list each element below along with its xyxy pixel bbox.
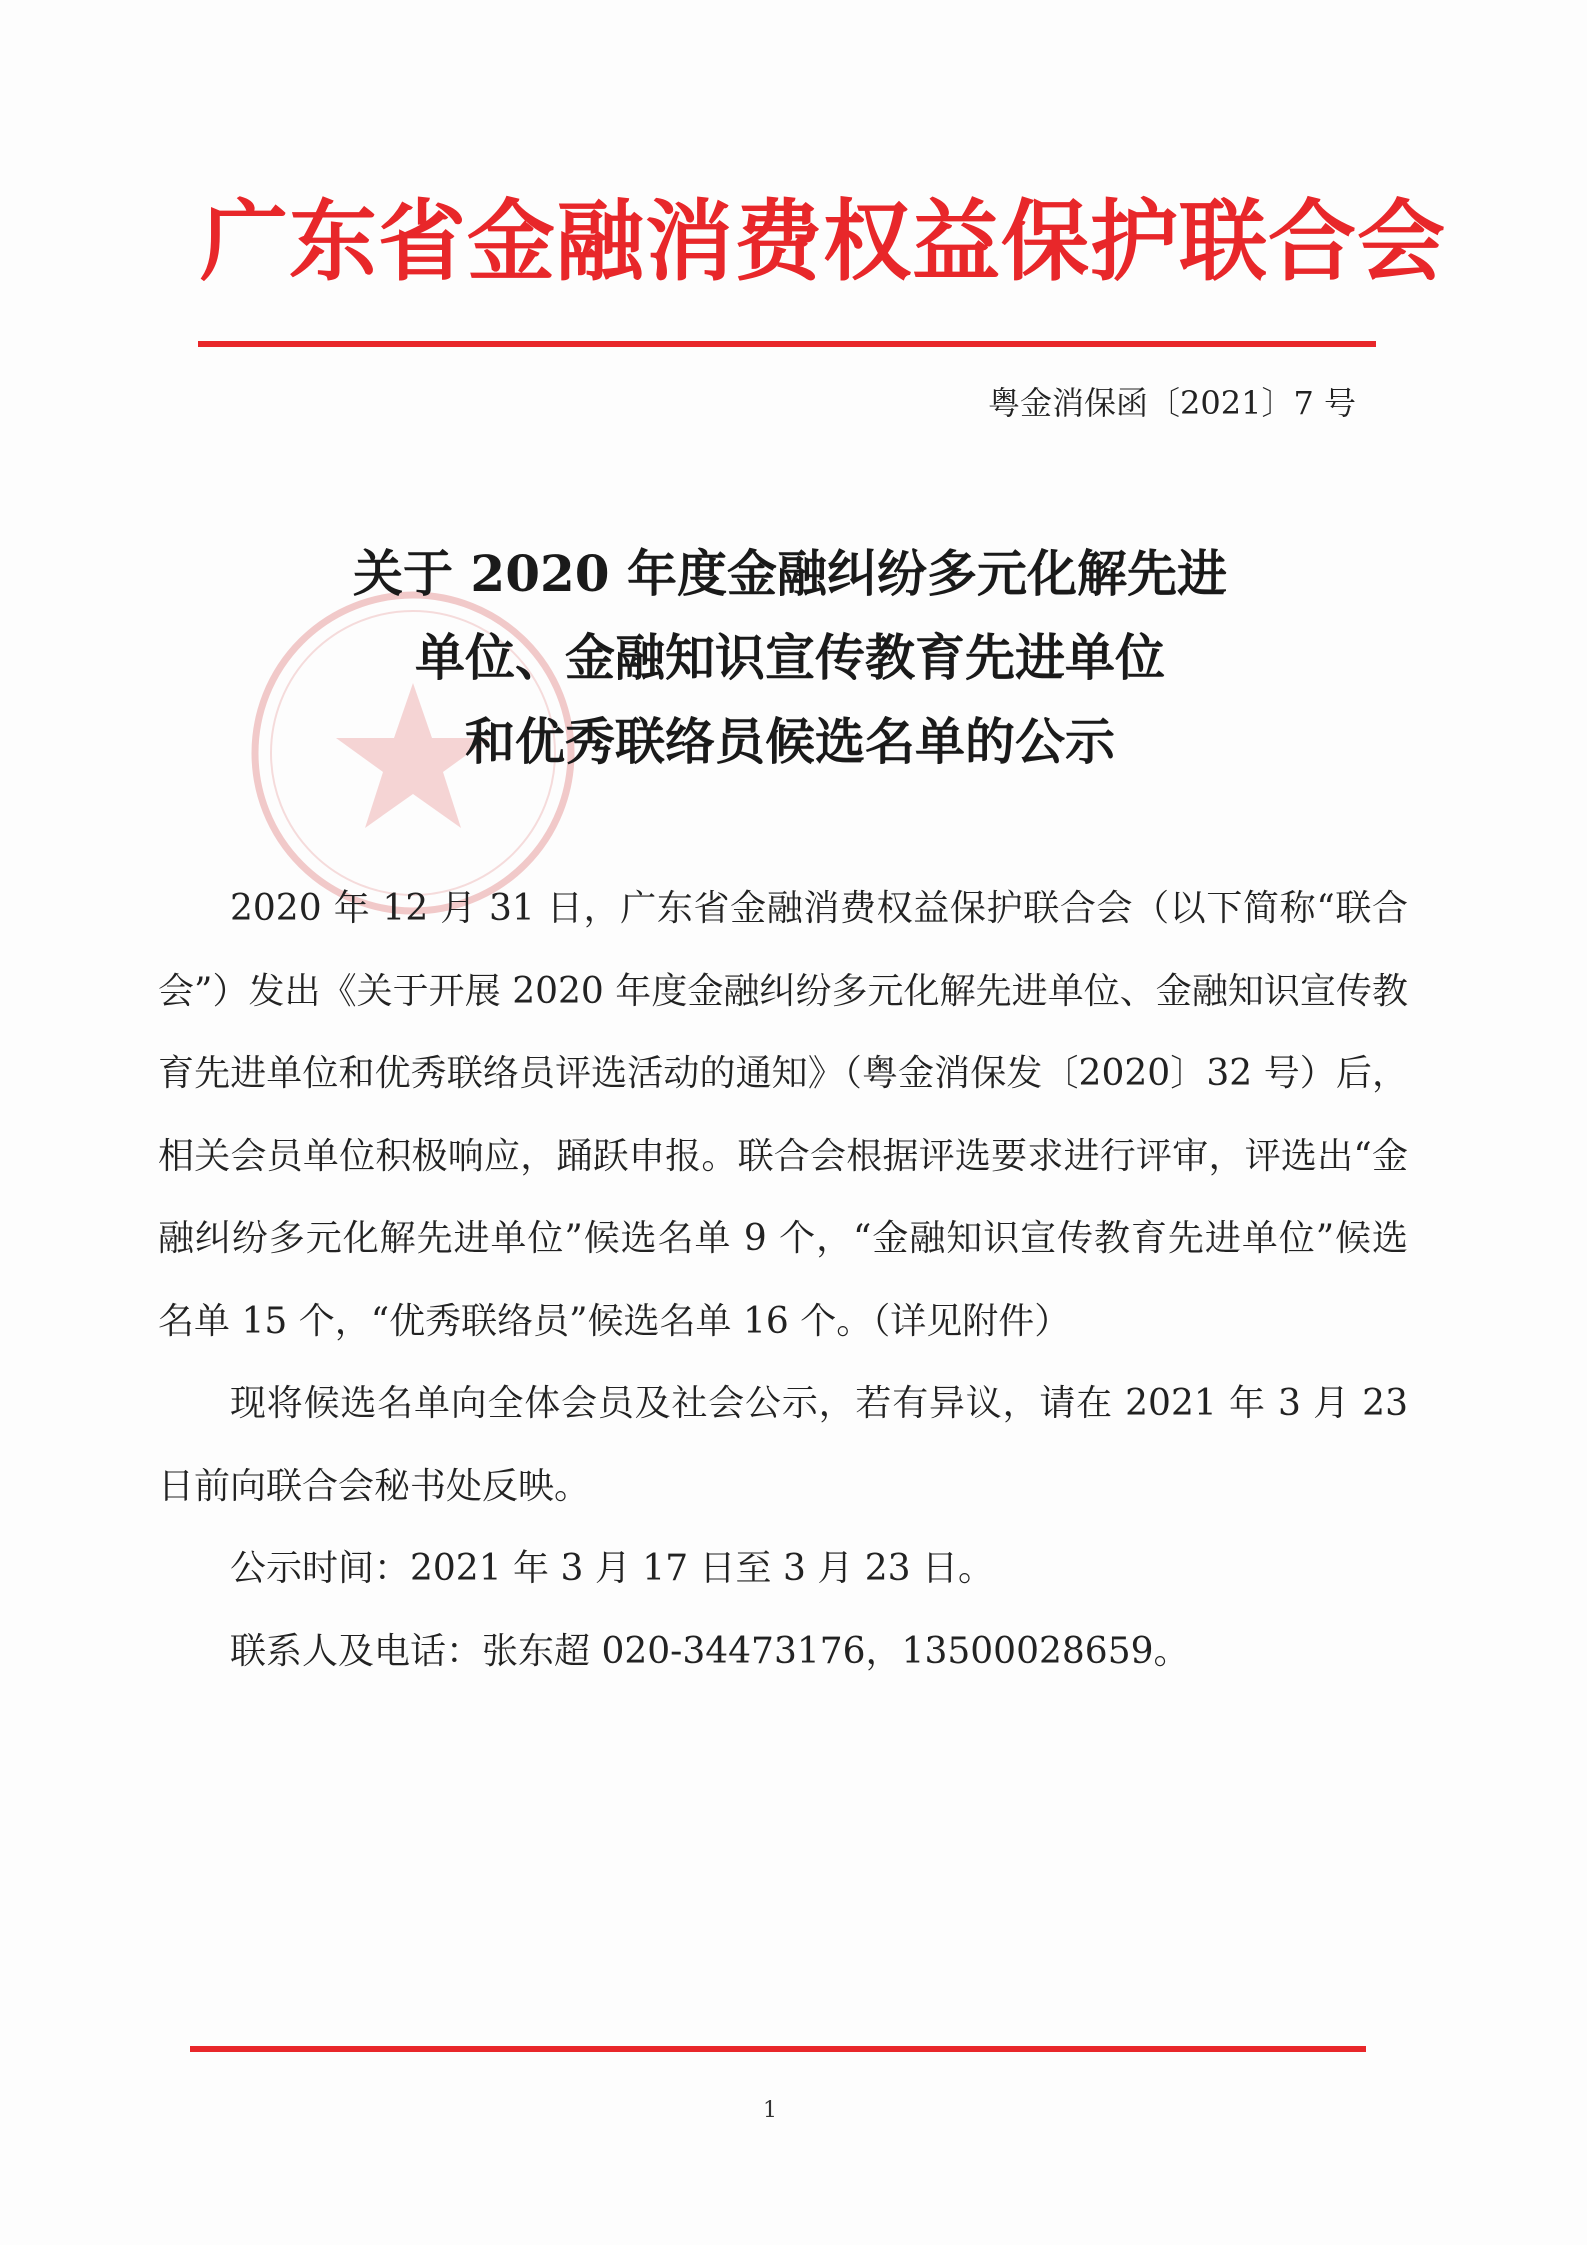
body-paragraph-objection: 现将候选名单向全体会员及社会公示，若有异议，请在 2021 年 3 月 23 日前向联合会秘书处反映。: [158, 1383, 1408, 1507]
title-line: 和优秀联络员候选名单的公示: [465, 712, 1115, 771]
title-line: 关于 2020 年度金融纠纷多元化解先进: [353, 544, 1227, 603]
document-number: 粤金消保函〔2021〕7 号: [988, 384, 1356, 422]
title-line: 单位、金融知识宣传教育先进单位: [415, 628, 1165, 687]
body-paragraph-announcement: 2020 年 12 月 31 日，广东省金融消费权益保护联合会（以下简称“联合会”）发出《关于开展 2020 年度金融纠纷多元化解先进单位、金融知识宣传教育先进单位和优秀联络员评选活动的通知》（粤金消保发〔2020〕32 号）后，相关会员单位积极响应，踊跃申报。联合会根据评选要求进行评审，评选出“金融纠纷多元化解先进单位”候选名单 9 个，“金融知识宣传教育先进单位”候选名单 15 个，“优秀联络员”候选名单 16 个。（详见附件）: [158, 888, 1408, 1342]
body-paragraph-period: 公示时间：2021 年 3 月 17 日至 3 月 23 日。: [230, 1548, 995, 1589]
letterhead-title: 广东省金融消费权益保护联合会: [200, 190, 1447, 293]
letterhead-divider: [198, 341, 1376, 347]
body-paragraph-contact: 联系人及电话：张东超 020-34473176，13500028659。: [230, 1630, 1190, 1672]
footer-divider: [190, 2046, 1366, 2052]
page-number: 1: [763, 2098, 777, 2123]
document-title: [160, 532, 1420, 784]
document-body: [158, 868, 1408, 1693]
